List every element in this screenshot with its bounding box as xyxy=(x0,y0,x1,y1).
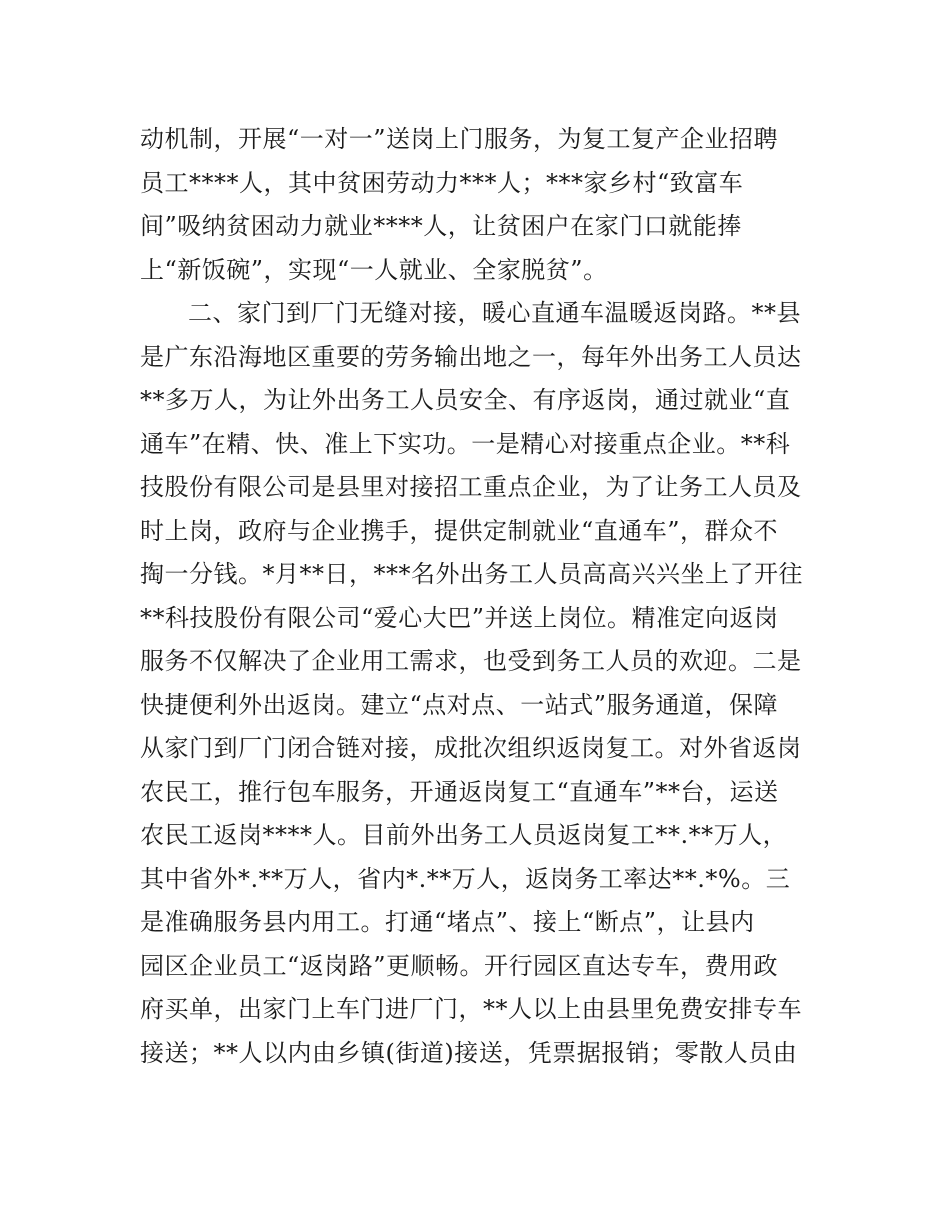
text-line: 上“新饭碗”，实现“一人就业、全家脱贫”。 xyxy=(140,255,608,284)
text-line: 园区企业员工“返岗路”更顺畅。开行园区直达专车，费用政 xyxy=(140,951,779,980)
text-line: 时上岗，政府与企业携手，提供定制就业“直通车”，群众不 xyxy=(140,516,779,545)
text-line: 府买单，出家门上车门进厂门，**人以上由县里免费安排专车 xyxy=(140,995,802,1023)
text-line: 是广东沿海地区重要的劳务输出地之一，每年外出务工人员达 xyxy=(140,342,802,371)
text-line: 间”吸纳贫困动力就业****人，让贫困户在家门口就能捧 xyxy=(140,212,742,240)
text-line: 其中省外*.**万人，省内*.**万人，返岗务工率达**.*%。三 xyxy=(140,864,791,893)
text-line: 快捷便利外出返岗。建立“点对点、一站式”服务通道，保障 xyxy=(140,690,779,719)
text-line: 农民工返岗****人。目前外出务工人员返岗复工**.**万人， xyxy=(140,821,788,849)
text-line: 农民工，推行包车服务，开通返岗复工“直通车”**台，运送 xyxy=(140,777,779,806)
text-line: 从家门到厂门闭合链对接，成批次组织返岗复工。对外省返岗 xyxy=(140,734,802,762)
paragraph-start-line: 二、家门到厂门无缝对接，暖心直通车温暖返岗路。**县 xyxy=(188,299,801,327)
text-line: 接送；**人以内由乡镇(街道)接送，凭票据报销；零散人员由 xyxy=(140,1038,798,1067)
text-line: 通车”在精、快、准上下实功。一是精心对接重点企业。**科 xyxy=(140,429,791,458)
text-line: 技股份有限公司是县里对接招工重点企业，为了让务工人员及 xyxy=(140,473,802,501)
text-line: 服务不仅解决了企业用工需求，也受到务工人员的欢迎。二是 xyxy=(140,647,802,675)
text-line: 掏一分钱。*月**日，***名外出务工人员高高兴兴坐上了开往 xyxy=(140,560,803,588)
text-line: **科技股份有限公司“爱心大巴”并送上岗位。精准定向返岗 xyxy=(140,603,779,632)
text-line: 员工****人，其中贫困劳动力***人；***家乡村“致富车 xyxy=(140,168,744,197)
text-line: 是准确服务县内用工。打通“堵点”、接上“断点”，让县内 xyxy=(140,908,755,936)
text-line: **多万人，为让外出务工人员安全、有序返岗，通过就业“直 xyxy=(140,386,791,414)
text-line: 动机制，开展“一对一”送岗上门服务，为复工复产企业招聘 xyxy=(140,125,779,153)
document-body xyxy=(140,118,820,1075)
